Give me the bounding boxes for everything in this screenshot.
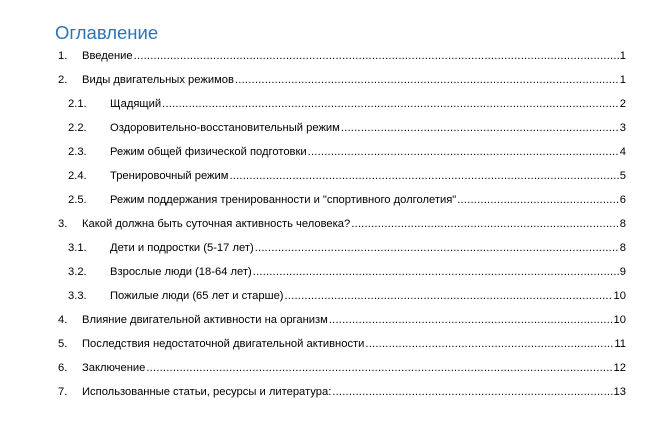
toc-entry xyxy=(0,190,666,210)
dot-leader xyxy=(255,238,619,258)
toc-entry-page-number: 4 xyxy=(619,146,626,158)
dot-leader xyxy=(308,142,619,162)
toc-entry-link[interactable] xyxy=(82,46,626,66)
dot-leader xyxy=(351,214,619,234)
dot-leader xyxy=(365,334,613,354)
toc-entry-page-number: 13 xyxy=(613,386,626,398)
toc-entry-page-number: 1 xyxy=(619,74,626,86)
toc-entry-number: 2.1. xyxy=(68,98,87,110)
toc-entry-title: Влияние двигательной активности на организм xyxy=(82,314,328,326)
toc-entry xyxy=(0,334,666,354)
dot-leader xyxy=(253,262,619,282)
toc-entry-title: Щадящий xyxy=(110,98,162,110)
toc-entry xyxy=(0,94,666,114)
toc-entry-link[interactable] xyxy=(82,310,626,330)
toc-entry-link[interactable] xyxy=(82,382,626,402)
toc-entry xyxy=(0,166,666,186)
toc-entry-number: 2.4. xyxy=(68,170,87,182)
toc-entry-page-number: 8 xyxy=(619,218,626,230)
toc-entry-number: 5. xyxy=(58,338,68,350)
toc-entry xyxy=(0,118,666,138)
toc-entry-title: Заключение xyxy=(82,362,146,374)
toc-entry-number: 1. xyxy=(58,50,68,62)
toc-entry xyxy=(0,238,666,258)
toc-entry-page-number: 10 xyxy=(613,290,626,302)
toc-entry-link[interactable] xyxy=(110,94,626,114)
toc-entry-title: Дети и подростки (5-17 лет) xyxy=(110,242,254,254)
toc-entry-title: Последствия недостаточной двигательной активности xyxy=(82,338,365,350)
toc-entry-link[interactable] xyxy=(110,286,626,306)
toc-entry-link[interactable] xyxy=(82,358,626,378)
toc-entry xyxy=(0,70,666,90)
toc-entry-title: Тренировочный режим xyxy=(110,170,229,182)
toc-entry-page-number: 12 xyxy=(613,362,626,374)
toc-entry-number: 4. xyxy=(58,314,68,326)
toc-entry xyxy=(0,46,666,66)
toc-entry-title: Взрослые люди (18-64 лет) xyxy=(110,266,252,278)
dot-leader xyxy=(329,310,613,330)
toc-entry-page-number: 2 xyxy=(619,98,626,110)
toc-entry xyxy=(0,382,666,402)
toc-entry-page-number: 6 xyxy=(619,194,626,206)
toc-entry-title: Пожилые люди (65 лет и старше) xyxy=(110,290,284,302)
toc-entry-link[interactable] xyxy=(82,334,626,354)
toc-entry-number: 6. xyxy=(58,362,68,374)
toc-entry xyxy=(0,214,666,234)
dot-leader xyxy=(229,166,618,186)
dot-leader xyxy=(134,46,619,66)
dot-leader xyxy=(162,94,619,114)
toc-entry-link[interactable] xyxy=(110,118,626,138)
toc-heading: Оглавление xyxy=(55,22,159,43)
dot-leader xyxy=(332,382,612,402)
toc-entry xyxy=(0,142,666,162)
toc-entry xyxy=(0,262,666,282)
toc-entry-number: 2. xyxy=(58,74,68,86)
toc-entry-page-number: 1 xyxy=(619,50,626,62)
toc-entry-link[interactable] xyxy=(82,214,626,234)
toc-entry xyxy=(0,358,666,378)
toc-entry-title: Использованные статьи, ресурсы и литература: xyxy=(82,386,332,398)
toc-entry-link[interactable] xyxy=(110,166,626,186)
toc-entry-page-number: 10 xyxy=(613,314,626,326)
toc-entry-title: Виды двигательных режимов xyxy=(82,74,234,86)
dot-leader xyxy=(146,358,612,378)
toc-entry-link[interactable] xyxy=(110,190,626,210)
toc-entry-page-number: 11 xyxy=(614,338,626,350)
toc-entry-title: Режим поддержания тренированности и "спортивного долголетия" xyxy=(110,194,457,206)
dot-leader xyxy=(341,118,619,138)
dot-leader xyxy=(457,190,619,210)
toc-entry xyxy=(0,310,666,330)
toc-entry-title: Режим общей физической подготовки xyxy=(110,146,307,158)
toc-entry-link[interactable] xyxy=(110,262,626,282)
toc-entry-link[interactable] xyxy=(110,142,626,162)
toc-entry-number: 3.2. xyxy=(68,266,87,278)
dot-leader xyxy=(285,286,613,306)
toc-entry-page-number: 5 xyxy=(619,170,626,182)
toc-entry-title: Какой должна быть суточная активность человека? xyxy=(82,218,351,230)
dot-leader xyxy=(235,70,619,90)
toc-entry-number: 3. xyxy=(58,218,68,230)
toc-entry-page-number: 8 xyxy=(619,242,626,254)
toc-entry-number: 2.5. xyxy=(68,194,87,206)
toc-entry-link[interactable] xyxy=(82,70,626,90)
toc-entry-page-number: 9 xyxy=(619,266,626,278)
toc-entry-title: Введение xyxy=(82,50,133,62)
toc-entry-number: 2.3. xyxy=(68,146,87,158)
toc-entry-number: 7. xyxy=(58,386,68,398)
toc-entry-title: Оздоровительно-восстановительный режим xyxy=(110,122,340,134)
toc-entry-number: 2.2. xyxy=(68,122,87,134)
toc-entry-link[interactable] xyxy=(110,238,626,258)
toc-entry-number: 3.3. xyxy=(68,290,87,302)
toc-entry-page-number: 3 xyxy=(619,122,626,134)
toc-entry xyxy=(0,286,666,306)
toc-entry-number: 3.1. xyxy=(68,242,87,254)
